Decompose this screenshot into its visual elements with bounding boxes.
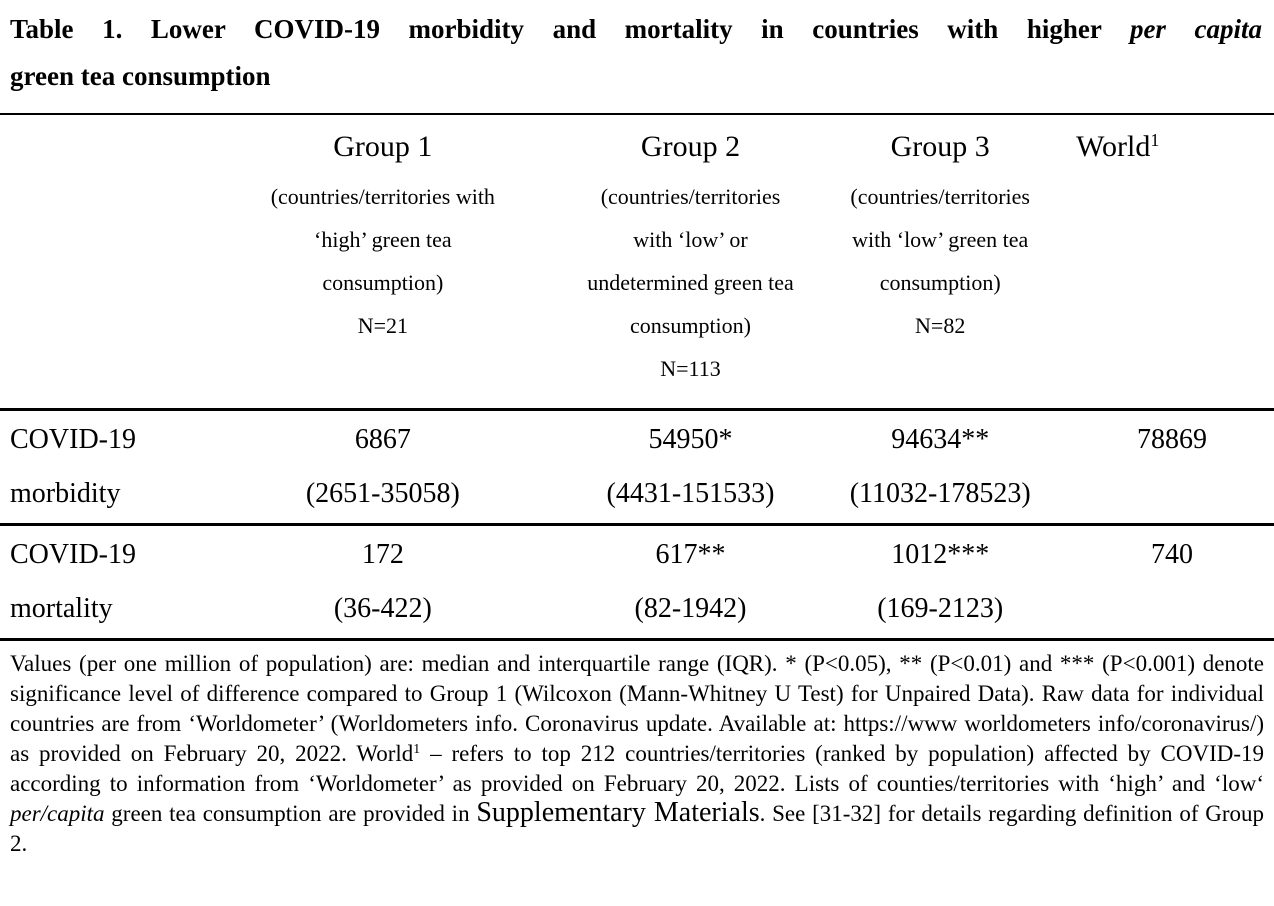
header-group1-name: Group 1: [333, 130, 433, 163]
mortality-group1-median: 172: [361, 539, 404, 570]
morbidity-group3-cell: [810, 413, 1070, 521]
header-group3-name: Group 3: [890, 130, 990, 163]
table-caption-line1: [10, 5, 1262, 53]
footnote-part1: Values (per one million of population) are: median and interquartile range (IQR). * (P<0.05), ** (P<0.01) and *** (P<0.001) denote significance level of difference compared to Group 1 (Wilcoxon (Mann-Whitney U Test) for Unpaired Data). Raw data for individual countries are from ‘Worldometer’ (Worldometers info. Coronavirus update. Available at: https://www worldometers info/coronavirus/) as provided on February 20, 2022. World: [10, 651, 1264, 766]
header-group3-sub3: consumption): [879, 270, 1001, 295]
header-group2-name: Group 2: [640, 130, 741, 163]
morbidity-group2-iqr: (4431-151533): [606, 478, 775, 509]
row-label-morbidity: [0, 413, 195, 521]
header-world-label: World: [1076, 130, 1151, 163]
row-label-morbidity-line1: COVID-19: [10, 424, 136, 455]
mortality-world-value: 740: [1151, 539, 1194, 570]
header-group2-sub3: undetermined green tea: [587, 270, 794, 295]
table-caption-line2: green tea consumption: [10, 61, 271, 91]
header-group3-sub1: (countries/territories: [850, 184, 1030, 209]
mortality-group3-median: 1012***: [891, 539, 990, 570]
row-label-mortality-line2: mortality: [10, 593, 113, 624]
header-group2: [571, 127, 811, 390]
header-group1-sub2: ‘high’ green tea: [314, 227, 452, 252]
footnote-part2: – refers to top 212 countries/territories (ranked by population) affected by COVID-19 according to information from ‘Worldometer’ as provided on February 20, 2022. Lists of counties/territories with ‘high’ and ‘low‘: [10, 741, 1264, 796]
morbidity-group1-median: 6867: [354, 424, 411, 455]
table-header-row: [0, 115, 1274, 408]
morbidity-group2-median: 54950*: [648, 424, 733, 455]
table-number: Table 1.: [10, 14, 123, 44]
footnote-per-capita-emphasis: per/capita: [10, 801, 105, 826]
table-caption-text: Lower COVID-19 morbidity and mortality in countries with higher: [150, 14, 1102, 44]
morbidity-group3-iqr: (11032-178523): [849, 478, 1031, 509]
footnote-supplementary-materials: Supplementary Materials: [476, 797, 760, 828]
morbidity-group1-iqr: (2651-35058): [305, 478, 460, 509]
row-label-morbidity-line2: morbidity: [10, 478, 121, 509]
row-label-mortality: [0, 528, 195, 636]
table-caption: [0, 0, 1274, 100]
header-group3-sub2: with ‘low’ green tea: [852, 227, 1029, 252]
header-world-superscript: 1: [1150, 130, 1160, 151]
morbidity-group2-cell: [571, 413, 811, 521]
mortality-group1-iqr: (36-422): [333, 593, 432, 624]
header-world-name: [1076, 130, 1159, 163]
mortality-group2-cell: [571, 528, 811, 636]
header-group2-sub4: consumption): [630, 313, 751, 338]
footnote-part3: green tea consumption are provided in: [104, 801, 477, 826]
footnote-world-superscript: 1: [413, 741, 421, 757]
header-stub-cell: [0, 127, 195, 390]
header-group1-n: N=21: [357, 313, 408, 338]
table-footnote: [0, 641, 1274, 859]
header-group2-sub2: with ‘low’ or: [633, 227, 748, 252]
row-label-mortality-line1: COVID-19: [10, 539, 136, 570]
table-caption-emphasis: per capita: [1129, 14, 1262, 44]
header-group1-sub1: (countries/territories with: [270, 184, 495, 209]
mortality-group3-iqr: (169-2123): [877, 593, 1004, 624]
header-group2-sub1: (countries/territories: [600, 184, 781, 209]
table-row-morbidity: [0, 411, 1274, 523]
table-row-mortality: [0, 526, 1274, 638]
header-group1-sub3: consumption): [322, 270, 444, 295]
header-group3-n: N=82: [915, 313, 966, 338]
mortality-group2-iqr: (82-1942): [634, 593, 747, 624]
morbidity-world-value: 78869: [1137, 424, 1208, 455]
header-world: [1070, 127, 1274, 390]
header-group1: [195, 127, 571, 390]
mortality-group3-cell: [810, 528, 1070, 636]
morbidity-world-cell: [1070, 413, 1274, 521]
mortality-world-cell: [1070, 528, 1274, 636]
morbidity-group3-median: 94634**: [891, 424, 990, 455]
mortality-group2-median: 617**: [655, 539, 726, 570]
morbidity-group1-cell: [195, 413, 571, 521]
mortality-group1-cell: [195, 528, 571, 636]
footnote-part4: . See [31-32] for details regarding definition of Group 2.: [10, 801, 1265, 856]
header-group3: [810, 127, 1070, 390]
header-group2-n: N=113: [660, 356, 721, 381]
